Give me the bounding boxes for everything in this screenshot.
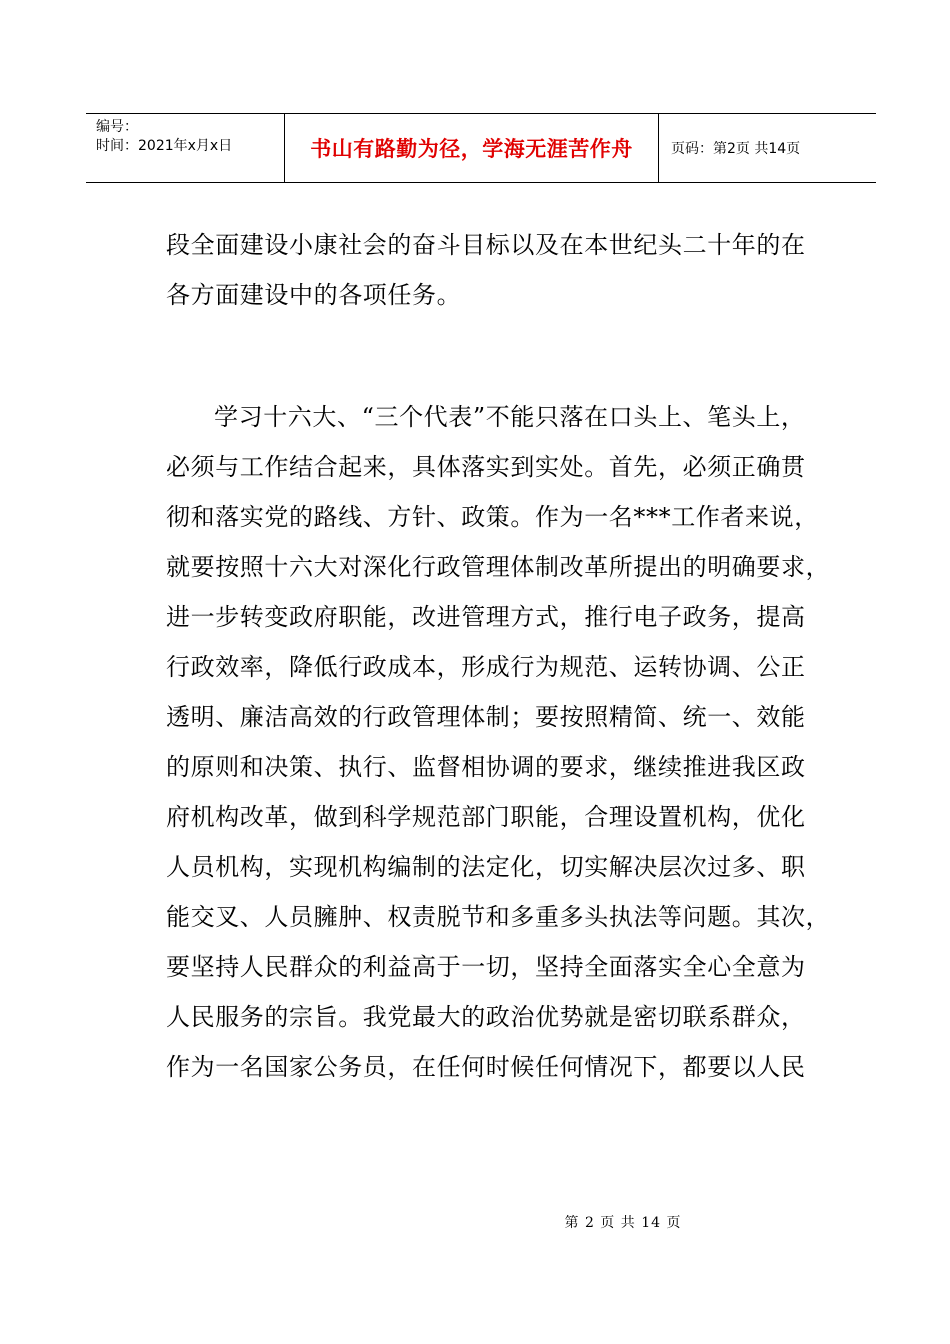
text-line: 必须与工作结合起来，具体落实到实处。首先，必须正确贯 (166, 453, 806, 481)
text-line: 人员机构，实现机构编制的法定化，切实解决层次过多、职 (166, 853, 806, 881)
text-line: 要坚持人民群众的利益高于一切，坚持全面落实全心全意为 (166, 953, 806, 981)
time-label: 时间：2021年x月x日 (96, 138, 233, 154)
text-line: 人民服务的宗旨。我党最大的政治优势就是密切联系群众， (166, 1003, 806, 1031)
header-page-info: 页码：第2页 共14页 (671, 141, 801, 157)
text-line: 透明、廉洁高效的行政管理体制；要按照精简、统一、效能 (166, 703, 806, 731)
text-line: 段全面建设小康社会的奋斗目标以及在本世纪头二十年的在 (166, 231, 806, 259)
text-line: 各方面建设中的各项任务。 (166, 281, 462, 309)
header-motto: 书山有路勤为径，学海无涯苦作舟 (285, 114, 659, 182)
page-footer (0, 1212, 950, 1232)
text-line: 能交叉、人员臃肿、权责脱节和多重多头执法等问题。其次， (166, 903, 831, 931)
text-line: 府机构改革，做到科学规范部门职能，合理设置机构，优化 (166, 803, 806, 831)
text-line: 进一步转变政府职能，改进管理方式，推行电子政务，提高 (166, 603, 806, 631)
text-line: 彻和落实党的路线、方针、政策。作为一名***工作者来说， (166, 503, 819, 531)
paragraph-1 (166, 220, 806, 320)
paragraph-2 (166, 392, 831, 1092)
number-label: 编号： (96, 119, 138, 135)
footer-page-number: 第 2 页 共 14 页 (564, 1215, 682, 1231)
text-line: 的原则和决策、执行、监督相协调的要求，继续推进我区政 (166, 753, 806, 781)
text-line: 就要按照十六大对深化行政管理体制改革所提出的明确要求， (166, 553, 831, 581)
text-line: 作为一名国家公务员，在任何时候任何情况下，都要以人民 (166, 1053, 806, 1081)
text-line: 行政效率，降低行政成本，形成行为规范、运转协调、公正 (166, 653, 806, 681)
page-header (86, 113, 876, 183)
text-line: 学习十六大、“三个代表”不能只落在口头上、笔头上， (214, 403, 806, 431)
header-meta (86, 114, 285, 182)
